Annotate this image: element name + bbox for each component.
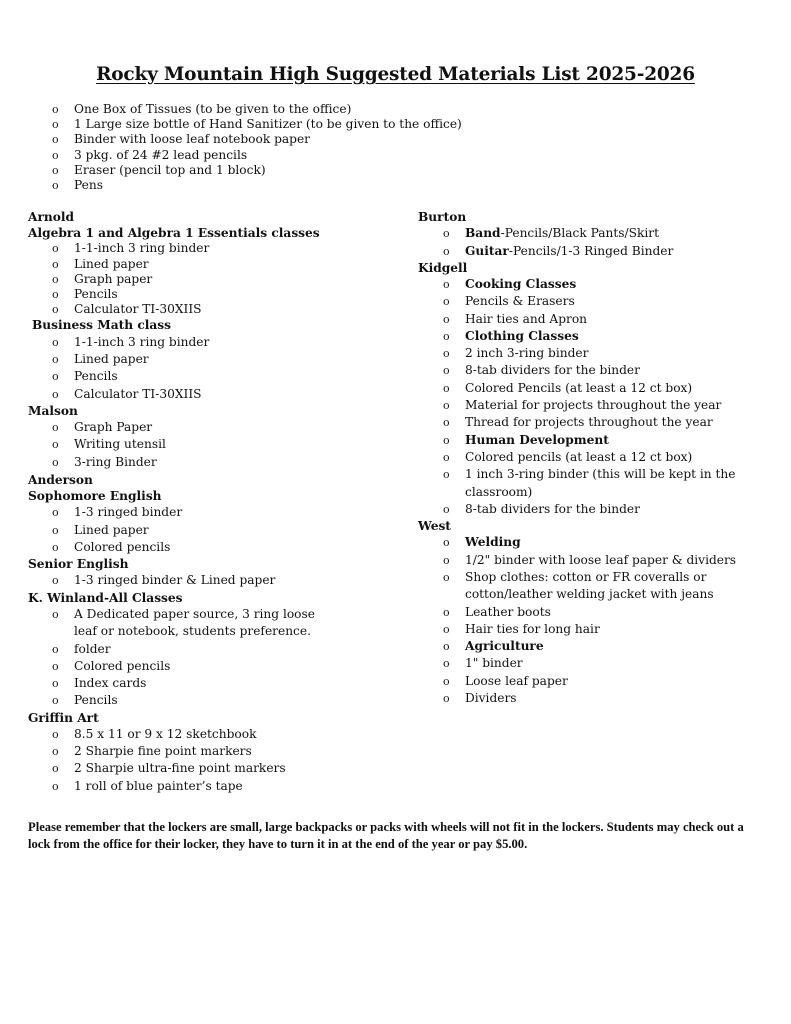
- bullet-icon: o: [52, 288, 59, 302]
- bullet-icon: o: [443, 433, 450, 447]
- page-title: Rocky Mountain High Suggested Materials List 2025-2026: [96, 64, 695, 85]
- list-item: [418, 311, 763, 328]
- list-item-text: Writing utensil: [74, 437, 166, 452]
- list-item: [418, 293, 763, 310]
- bullet-icon: o: [443, 312, 450, 326]
- class-heading-human-development: Human Development: [465, 432, 609, 447]
- bullet-icon: o: [443, 622, 450, 636]
- list-item: [418, 414, 763, 431]
- bullet-icon: o: [52, 103, 59, 116]
- bullet-icon: o: [443, 502, 450, 516]
- list-item: [28, 287, 408, 302]
- bullet-icon: o: [52, 506, 59, 520]
- bullet-icon: o: [52, 163, 59, 177]
- business-math-supplies-list: [28, 334, 408, 403]
- malson-supplies-list: [28, 419, 408, 471]
- bullet-icon: o: [52, 607, 59, 621]
- bullet-icon: o: [52, 335, 59, 349]
- bullet-icon: o: [52, 257, 59, 271]
- kidgell-cooking-heading-list: [418, 276, 763, 293]
- list-item: [28, 368, 408, 385]
- list-item-text: Calculator TI-30XIIS: [74, 386, 202, 401]
- list-item: [28, 241, 408, 256]
- list-item: [418, 362, 763, 379]
- list-item: [418, 380, 763, 397]
- guitar-label: Guitar: [465, 243, 509, 258]
- list-item-text: 2 Sharpie fine point markers: [74, 744, 252, 759]
- teacher-heading-anderson: Anderson: [28, 472, 93, 487]
- list-item: [0, 148, 791, 163]
- bullet-icon: o: [52, 762, 59, 776]
- list-item: [0, 102, 791, 117]
- teacher-heading-west: West: [418, 519, 451, 534]
- band-label: Band: [465, 226, 501, 241]
- list-item-text: 1-3 ringed binder: [74, 505, 183, 520]
- list-item-text: Binder with loose leaf notebook paper: [74, 132, 310, 147]
- list-item: [418, 225, 763, 242]
- bullet-icon: o: [52, 352, 59, 366]
- bullet-icon: o: [52, 659, 59, 673]
- list-item-text: 1" binder: [465, 656, 523, 671]
- list-item: [0, 117, 791, 132]
- list-item-text: 1-3 ringed binder & Lined paper: [74, 573, 276, 588]
- list-item: [418, 466, 748, 501]
- sophomore-english-supplies-list: [28, 504, 408, 556]
- bullet-icon: o: [443, 605, 450, 619]
- bullet-icon: o: [52, 303, 59, 317]
- bullet-icon: o: [52, 574, 59, 588]
- general-supplies-list: [0, 102, 791, 193]
- class-heading-algebra: Algebra 1 and Algebra 1 Essentials classes: [28, 226, 320, 241]
- human-development-supplies-list: [418, 449, 748, 518]
- band-supplies: -Pencils/Black Pants/Skirt: [500, 226, 659, 241]
- list-item: [28, 539, 408, 556]
- list-item-text: Dividers: [465, 691, 517, 706]
- list-item-text: Thread for projects throughout the year: [465, 415, 713, 430]
- algebra-supplies-list: [28, 241, 408, 317]
- locker-notice: Please remember that the lockers are small, large backpacks or packs with wheels will not fit in the lockers. Students may check out a lock from the office for their locker, they have to turn it in at the end of the year or pay $5.00.: [28, 820, 744, 851]
- bullet-icon: o: [443, 278, 450, 291]
- list-item-text: 1 roll of blue painter’s tape: [74, 778, 243, 793]
- clothing-supplies-list: [418, 345, 763, 431]
- list-item: [0, 163, 791, 178]
- list-item-text: 1 inch 3-ring binder (this will be kept in the classroom): [465, 467, 736, 499]
- list-item-text: One Box of Tissues (to be given to the office): [74, 102, 352, 116]
- bullet-icon: o: [52, 694, 59, 708]
- class-heading-cooking: Cooking Classes: [465, 277, 577, 291]
- list-item-text: 8.5 x 11 or 9 x 12 sketchbook: [74, 726, 257, 741]
- list-item-text: Shop clothes: cotton or FR coveralls or cotton/leather welding jacket with jeans: [465, 569, 714, 602]
- bullet-icon: o: [52, 179, 59, 193]
- class-heading-business-math: Business Math class: [32, 318, 172, 333]
- list-item: [418, 345, 763, 362]
- bullet-icon: o: [52, 438, 59, 452]
- winland-supplies-list: [28, 606, 328, 710]
- list-item-text: Colored pencils (at least a 12 ct box): [465, 449, 693, 464]
- bullet-icon: o: [52, 387, 59, 401]
- bullet-icon: o: [443, 674, 450, 688]
- list-item: [28, 257, 408, 272]
- bullet-icon: o: [52, 370, 59, 384]
- list-item-text: Graph paper: [74, 271, 153, 286]
- bullet-icon: o: [443, 295, 450, 309]
- bullet-icon: o: [443, 227, 450, 241]
- bullet-icon: o: [52, 779, 59, 793]
- bullet-icon: o: [52, 745, 59, 759]
- bullet-icon: o: [52, 421, 59, 435]
- list-item: [28, 351, 408, 368]
- list-item-text: Hair ties for long hair: [465, 621, 600, 636]
- list-item: [28, 504, 408, 521]
- teacher-heading-kidgell: Kidgell: [418, 260, 468, 275]
- class-heading-clothing: Clothing Classes: [465, 328, 579, 343]
- list-item-text: Lined paper: [74, 256, 149, 271]
- bullet-icon: o: [52, 540, 59, 554]
- list-item-text: Calculator TI-30XIIS: [74, 302, 202, 317]
- list-item: [28, 692, 328, 709]
- kidgell-clothing-heading-list: [418, 328, 763, 345]
- bullet-icon: o: [52, 148, 59, 162]
- list-item-text: Colored Pencils (at least a 12 ct box): [465, 380, 693, 395]
- bullet-icon: o: [443, 468, 450, 482]
- list-item-text: Pencils: [74, 693, 118, 708]
- bullet-icon: o: [443, 657, 450, 671]
- list-item: [418, 243, 763, 260]
- guitar-supplies: -Pencils/1-3 Ringed Binder: [508, 243, 674, 258]
- list-item-text: Index cards: [74, 676, 147, 691]
- list-item: [28, 302, 408, 317]
- senior-english-supplies-list: [28, 572, 408, 589]
- list-item: [28, 606, 328, 641]
- bullet-icon: o: [52, 642, 59, 656]
- west-ag-heading-list: [418, 638, 763, 655]
- list-item: [418, 690, 763, 707]
- bullet-icon: o: [443, 399, 450, 413]
- list-item: [28, 572, 408, 589]
- list-item-text: 8-tab dividers for the binder: [465, 501, 640, 516]
- list-item: [418, 449, 748, 466]
- list-item-text: Loose leaf paper: [465, 673, 568, 688]
- list-item-text: 1/2" binder with loose leaf paper & dividers: [465, 552, 737, 567]
- teacher-heading-arnold: Arnold: [28, 210, 75, 224]
- list-item: [418, 328, 763, 345]
- list-item: [418, 621, 748, 638]
- list-item-text: 2 Sharpie ultra-fine point markers: [74, 761, 286, 776]
- list-item: [28, 419, 408, 436]
- list-item: [0, 132, 791, 147]
- bullet-icon: o: [443, 692, 450, 706]
- welding-supplies-list: [418, 552, 748, 638]
- list-item-text: 3-ring Binder: [74, 454, 157, 469]
- bullet-icon: o: [52, 242, 59, 256]
- bullet-icon: o: [443, 640, 450, 654]
- list-item-text: 3 pkg. of 24 #2 lead pencils: [74, 147, 248, 162]
- teacher-heading-winland: K. Winland-All Classes: [28, 590, 183, 605]
- list-item-text: A Dedicated paper source, 3 ring loose leaf or notebook, students preference.: [74, 606, 315, 639]
- list-item: [0, 178, 791, 193]
- list-item-text: 1 Large size bottle of Hand Sanitizer (to be given to the office): [74, 117, 462, 132]
- list-item: [418, 397, 763, 414]
- list-item: [418, 276, 763, 293]
- list-item: [28, 726, 408, 743]
- list-item: [418, 569, 748, 604]
- griffin-art-supplies-list: [28, 726, 408, 795]
- list-item: [28, 454, 408, 471]
- list-item: [418, 673, 763, 690]
- list-item: [28, 436, 408, 453]
- list-item-text: Lined paper: [74, 522, 149, 537]
- kidgell-human-heading-list: [418, 432, 763, 449]
- list-item: [418, 655, 763, 672]
- bullet-icon: o: [443, 536, 450, 550]
- bullet-icon: o: [443, 553, 450, 567]
- list-item-text: Graph Paper: [74, 420, 153, 435]
- bullet-icon: o: [52, 727, 59, 741]
- teacher-heading-malson: Malson: [28, 403, 78, 418]
- list-item-text: Material for projects throughout the year: [465, 398, 722, 413]
- list-item: [418, 638, 763, 655]
- burton-supplies-list: [418, 225, 763, 260]
- list-item: [28, 743, 408, 760]
- bullet-icon: o: [443, 244, 450, 258]
- bullet-icon: o: [443, 364, 450, 378]
- bullet-icon: o: [52, 455, 59, 469]
- list-item: [28, 641, 328, 658]
- list-item-text: 8-tab dividers for the binder: [465, 363, 640, 378]
- list-item: [418, 501, 748, 518]
- list-item: [28, 675, 328, 692]
- agriculture-supplies-list: [418, 655, 763, 707]
- right-column: [418, 209, 763, 707]
- list-item-text: Colored pencils: [74, 658, 171, 673]
- list-item: [418, 534, 763, 551]
- list-item-text: Pencils & Erasers: [465, 294, 575, 309]
- list-item: [28, 658, 328, 675]
- bullet-icon: o: [443, 450, 450, 464]
- general-supplies: [0, 102, 791, 193]
- west-welding-heading-list: [418, 534, 763, 551]
- list-item-text: 1-1-inch 3 ring binder: [74, 241, 210, 256]
- list-item-text: Lined paper: [74, 351, 149, 366]
- list-item: [418, 604, 748, 621]
- bullet-icon: o: [443, 416, 450, 430]
- left-column: [28, 209, 408, 795]
- list-item-text: 2 inch 3-ring binder: [465, 346, 589, 361]
- class-heading-agriculture: Agriculture: [465, 639, 544, 654]
- bullet-icon: o: [52, 272, 59, 286]
- list-item: [28, 522, 408, 539]
- list-item: [28, 778, 408, 795]
- list-item-text: folder: [74, 641, 111, 656]
- cooking-supplies-list: [418, 293, 763, 328]
- list-item: [28, 386, 408, 403]
- list-item-text: Colored pencils: [74, 539, 171, 554]
- bullet-icon: o: [52, 523, 59, 537]
- list-item: [28, 760, 408, 777]
- list-item: [28, 272, 408, 287]
- bullet-icon: o: [52, 677, 59, 691]
- bullet-icon: o: [443, 570, 450, 584]
- teacher-heading-burton: Burton: [418, 210, 467, 224]
- list-item: [418, 432, 763, 449]
- list-item-text: Pencils: [74, 369, 118, 384]
- list-item-text: Hair ties and Apron: [465, 311, 588, 326]
- bullet-icon: o: [443, 381, 450, 395]
- list-item: [418, 552, 748, 569]
- bullet-icon: o: [52, 118, 59, 132]
- list-item-text: Leather boots: [465, 604, 551, 619]
- class-heading-senior-english: Senior English: [28, 557, 129, 572]
- class-heading-welding: Welding: [465, 535, 521, 550]
- bullet-icon: o: [443, 329, 450, 343]
- list-item-text: Eraser (pencil top and 1 block): [74, 162, 266, 177]
- bullet-icon: o: [52, 133, 59, 147]
- list-item-text: Pencils: [74, 287, 118, 302]
- teacher-heading-griffin: Griffin Art: [28, 710, 99, 725]
- list-item-text: Pens: [74, 178, 103, 193]
- bullet-icon: o: [443, 347, 450, 361]
- list-item-text: 1-1-inch 3 ring binder: [74, 334, 210, 349]
- list-item: [28, 334, 408, 351]
- class-heading-sophomore-english: Sophomore English: [28, 489, 162, 504]
